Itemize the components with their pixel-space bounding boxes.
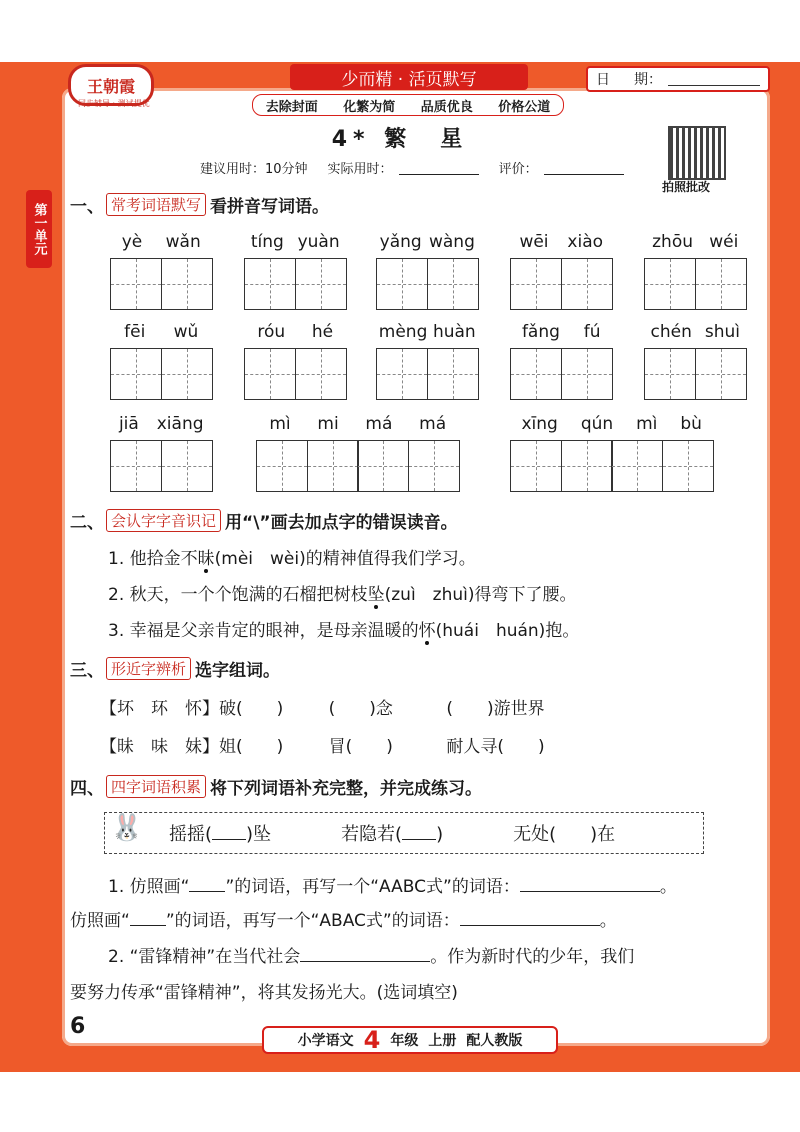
answer-blank[interactable] [520,875,660,892]
pinyin: mì [269,414,291,434]
writing-box[interactable] [161,348,213,400]
idiom-fill[interactable] [169,820,271,846]
char-group-row [100,732,545,757]
word-entry[interactable] [110,228,213,310]
footer-edition: 配人教版 [466,1033,523,1049]
unit-tab: 第一单元 [26,190,52,268]
char-choices: 【坏 环 怀】 [100,699,219,719]
idiom-box [104,812,704,854]
section-4-heading [70,774,482,799]
pinyin: zhōu [652,232,693,252]
question-text: 1. 仿照画“ [108,877,190,897]
pinyin: jiā [118,414,139,434]
pinyin: fú [583,322,601,342]
section-number: 二、 [70,513,104,533]
fill-word[interactable]: 破( ) [219,699,284,719]
section-instruction: 看拼音写词语。 [210,197,330,217]
idiom-suffix: )坠 [246,824,272,845]
writing-box[interactable] [110,348,162,400]
pinyin: hé [311,322,334,342]
word-entry[interactable] [644,228,747,310]
idiom-prefix: 无处( [513,824,557,845]
writing-box[interactable] [510,348,562,400]
section-tag: 四字词语积累 [106,775,206,798]
dotted-char: 怀 [418,621,436,641]
word-entry[interactable] [644,318,747,400]
section-instruction: 将下列词语补充完整，并完成练习。 [210,779,483,799]
char-group-row [100,694,545,719]
question-text: 3. 幸福是父亲肯定的眼神，是母亲温暖的 [108,621,419,641]
writing-box[interactable] [611,440,663,492]
pinyin: má [419,414,447,434]
writing-box[interactable] [161,440,213,492]
section-number: 三、 [70,661,104,681]
pinyin: wǔ [173,322,199,342]
page-number: 6 [70,1014,86,1039]
idiom-blank[interactable] [402,823,436,840]
rabbit-icon: 🐰 [110,813,144,843]
answer-blank[interactable] [130,909,166,926]
question-line [108,942,634,967]
pinyin: tíng [250,232,284,252]
section-number: 一、 [70,197,104,217]
writing-box[interactable] [244,348,296,400]
idiom-suffix: ) [436,824,444,845]
date-label-day: 日 [596,72,610,88]
question-text: ”的词语，再写一个“ABAC式”的词语： [165,911,460,931]
writing-box[interactable] [695,258,747,310]
pinyin: wēi [519,232,549,252]
writing-box[interactable] [561,258,613,310]
writing-box[interactable] [307,440,359,492]
answer-blank[interactable] [189,875,225,892]
question-text: 仿照画“ [70,911,130,931]
fill-word[interactable]: ( )游世界 [446,699,545,719]
question-item [108,544,476,569]
pinyin: má [365,414,393,434]
word-entry[interactable] [256,410,460,492]
word-entry[interactable] [110,318,213,400]
pinyin: mi [317,414,339,434]
slogan-bar [252,94,564,116]
date-field[interactable] [586,66,770,92]
word-entry[interactable] [244,318,347,400]
pinyin: yuàn [297,232,340,252]
question-options[interactable]: (zuì zhuì)得弯下了腰。 [384,585,577,605]
grade-blank[interactable] [544,160,624,175]
writing-box[interactable] [376,348,428,400]
writing-box[interactable] [510,258,562,310]
section-3-heading [70,656,280,681]
writing-box[interactable] [427,258,479,310]
pinyin: yǎng [379,232,422,252]
question-line [108,872,677,897]
writing-box[interactable] [561,348,613,400]
qr-code[interactable] [668,126,726,180]
writing-box[interactable] [408,440,460,492]
footer-badge [262,1026,558,1054]
word-entry[interactable] [244,228,347,310]
question-options[interactable]: (huái huán)抱。 [435,621,580,641]
section-number: 四、 [70,779,104,799]
pinyin: mì [636,414,658,434]
brand-subtitle: 同步辅导 · 测试提优 [78,99,150,108]
writing-box[interactable] [644,348,696,400]
section-tag: 会认字字音识记 [106,509,221,532]
question-text: ”的词语，再写一个“AABC式”的词语： [225,877,520,897]
writing-box[interactable] [662,440,714,492]
section-instruction: 用“\”画去加点字的错误读音。 [225,513,458,533]
question-item [108,580,577,605]
pinyin: fǎng [521,322,560,342]
writing-box[interactable] [510,440,562,492]
actual-time-label: 实际用时： [327,162,393,177]
date-label-period: 期： [634,72,662,88]
section-tag: 常考词语默写 [106,193,206,216]
idiom-fill[interactable] [513,820,615,846]
pinyin: xiào [567,232,604,252]
pinyin: huàn [432,322,476,342]
pinyin: wàng [428,232,475,252]
writing-box[interactable] [295,348,347,400]
question-item [108,616,579,641]
brand-logo: 王朝霞 [68,64,154,106]
section-2-heading [70,508,458,533]
question-line [70,906,617,931]
suggested-time: 建议用时：10分钟 [200,162,308,177]
writing-box[interactable] [427,348,479,400]
writing-box[interactable] [295,258,347,310]
writing-box[interactable] [357,440,409,492]
actual-time-blank[interactable] [399,160,479,175]
word-entry[interactable] [376,318,479,400]
pinyin: xiāng [156,414,204,434]
question-text: 2. 秋天，一个个饱满的石榴把树枝 [108,585,368,605]
section-tag: 形近字辨析 [106,657,191,680]
footer-grade-number: 4 [363,1026,381,1054]
word-entry[interactable] [376,228,479,310]
footer-term: 上册 [428,1033,457,1049]
dotted-char: 坠 [367,585,385,605]
word-entry[interactable] [510,318,613,400]
writing-box[interactable] [256,440,308,492]
slogan: 化繁为简 [343,99,396,115]
pinyin: wǎn [165,232,201,252]
word-entry[interactable] [110,410,213,492]
fill-word[interactable]: ( )念 [328,699,393,719]
answer-blank[interactable] [460,909,600,926]
slogan: 价格公道 [498,99,551,115]
writing-box[interactable] [110,258,162,310]
qr-label: 拍照批改 [662,180,711,194]
pinyin: qún [580,414,614,434]
dotted-char: 昧 [197,549,215,569]
pinyin: mèng [378,322,428,342]
answer-blank[interactable] [300,945,430,962]
char-choices: 【昧 味 妹】 [100,737,219,757]
writing-box[interactable] [244,258,296,310]
writing-box[interactable] [695,348,747,400]
lesson-title: 4* 繁 星 [331,127,469,152]
slogan: 品质优良 [420,99,473,115]
question-text: 。作为新时代的少年，我们 [430,947,635,967]
pinyin: yè [121,232,143,252]
date-blank[interactable] [668,73,760,86]
series-banner: 少而精 · 活页默写 [290,64,528,90]
idiom-suffix: )在 [590,824,616,845]
writing-box[interactable] [644,258,696,310]
word-entry[interactable] [510,410,714,492]
pinyin: róu [257,322,286,342]
grade-label: 评价： [498,162,538,177]
pinyin: bù [680,414,702,434]
pinyin: chén [650,322,692,342]
question-text: 。 [599,911,617,931]
section-1-heading [70,192,329,217]
footer-subject: 小学语文 [297,1033,354,1049]
idiom-blank[interactable] [212,823,246,840]
idiom-fill[interactable] [341,820,443,846]
question-text: 1. 他拾金不 [108,549,198,569]
writing-box[interactable] [110,440,162,492]
pinyin: wéi [709,232,739,252]
writing-box[interactable] [161,258,213,310]
fill-word[interactable]: 姐( ) [219,737,284,757]
fill-word[interactable]: 冒( ) [328,737,393,757]
word-entry[interactable] [510,228,613,310]
idiom-prefix: 若隐若( [341,824,403,845]
fill-word[interactable]: 耐人寻( ) [446,737,545,757]
writing-box[interactable] [376,258,428,310]
time-line [200,158,624,177]
section-instruction: 选字组词。 [195,661,281,681]
pinyin: fēi [124,322,146,342]
question-options[interactable]: (mèi wèi)的精神值得我们学习。 [214,549,476,569]
idiom-prefix: 摇摇( [169,824,213,845]
slogan: 去除封面 [265,99,318,115]
writing-box[interactable] [561,440,613,492]
footer-grade: 年级 [390,1033,419,1049]
question-text: 。 [659,877,677,897]
pinyin: xīng [521,414,558,434]
pinyin: shuì [704,322,740,342]
question-text: 2. “雷锋精神”在当代社会 [108,947,301,967]
question-line: 要努力传承“雷锋精神”，将其发扬光大。(选词填空) [70,983,458,1003]
